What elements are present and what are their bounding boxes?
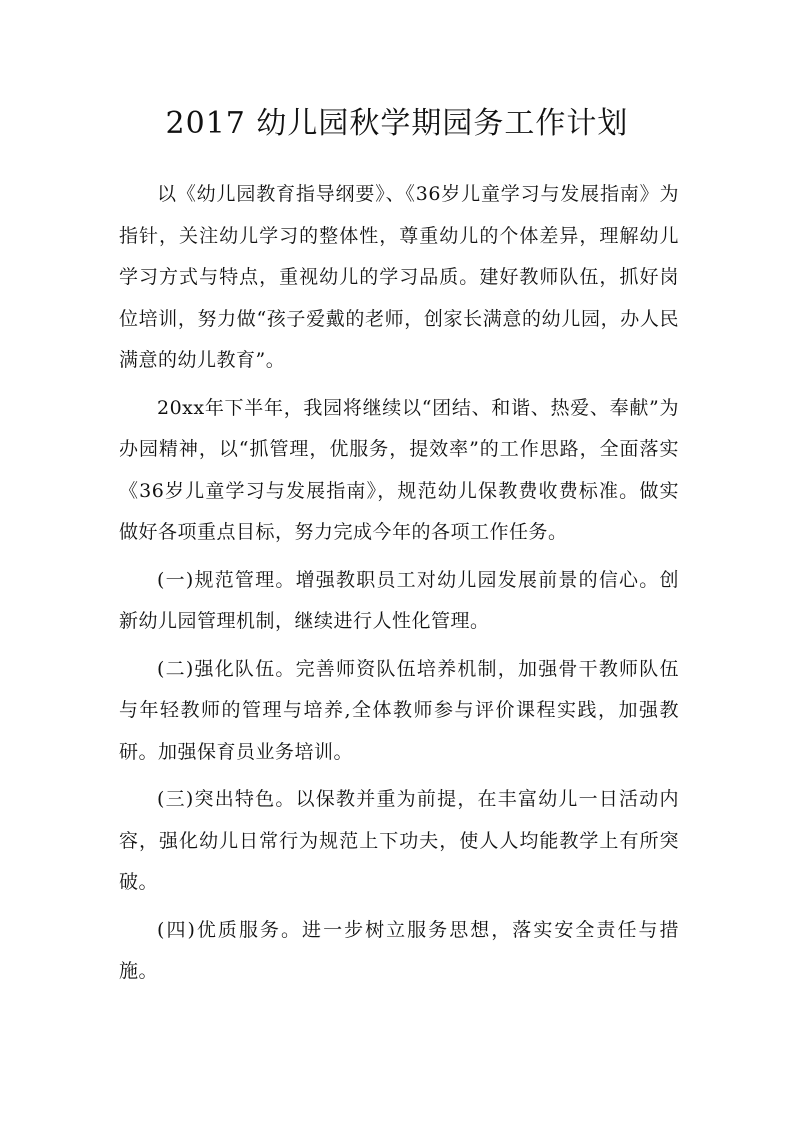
paragraph-overview: 20xx年下半年，我园将继续以“团结、和谐、热爱、奉献”为办园精神，以“抓管理，优服务，提效率”的工作思路，全面落实《36岁儿童学习与发展指南》，规范幼儿保教费收费标准。做实做好各项重点目标，努力完成今年的各项工作任务。	[119, 396, 679, 543]
document-body	[119, 174, 679, 999]
paragraph-features: (三)突出特色。以保教并重为前提，在丰富幼儿一日活动内容，强化幼儿日常行为规范上下功夫，使人人均能教学上有所突破。	[119, 788, 679, 893]
paragraph-intro: 以《幼儿园教育指导纲要》、《36岁儿童学习与发展指南》为指针，关注幼儿学习的整体性，尊重幼儿的个体差异，理解幼儿学习方式与特点，重视幼儿的学习品质。建好教师队伍，抓好岗位培训，努力做“孩子爱戴的老师，创家长满意的幼儿园，办人民满意的幼儿教育”。	[119, 183, 679, 371]
paragraph-service: (四)优质服务。进一步树立服务思想，落实安全责任与措施。	[119, 918, 679, 982]
paragraph-team: (二)强化队伍。完善师资队伍培养机制，加强骨干教师队伍与年轻教师的管理与培养,全体教师参与评价课程实践，加强教研。加强保育员业务培训。	[119, 657, 679, 763]
paragraph-management: (一)规范管理。增强教职员工对幼儿园发展前景的信心。创新幼儿园管理机制，继续进行人性化管理。	[119, 568, 679, 632]
document-title: 2017 幼儿园秋学期园务工作计划	[165, 106, 629, 141]
